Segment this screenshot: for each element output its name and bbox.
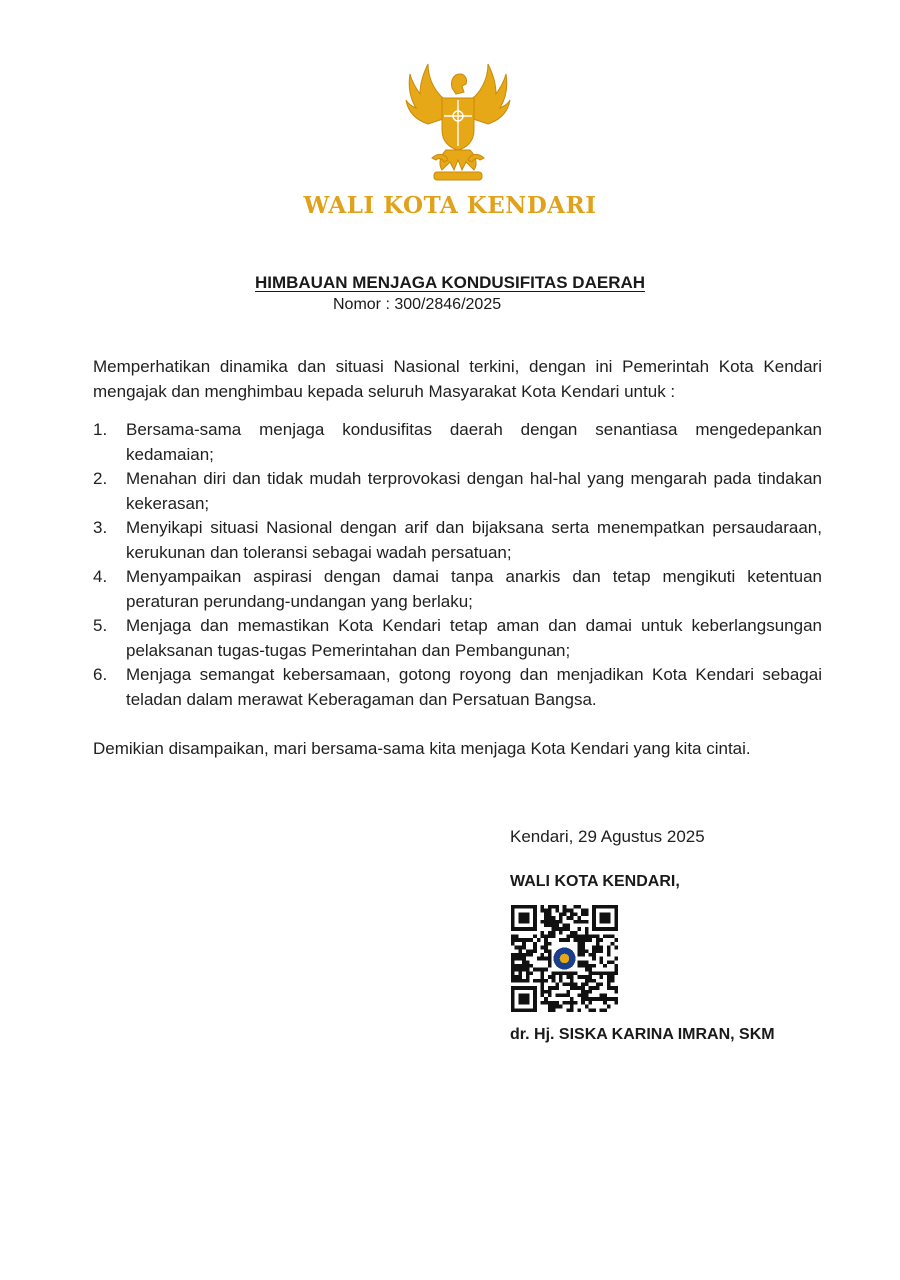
list-item-number: 3. (93, 518, 108, 537)
list-item-text: Bersama-sama menjaga kondusifitas daerah dengan senantiasa mengedepankan kedamaian; (126, 420, 822, 464)
list-item-number: 4. (93, 567, 108, 586)
list-item-number: 6. (93, 665, 108, 684)
closing-paragraph: Demikian disampaikan, mari bersama-sama kita menjaga Kota Kendari yang kita cintai. (93, 739, 751, 758)
document-number: Nomor : 300/2846/2025 (333, 296, 502, 313)
list-item (93, 467, 822, 516)
document-title-text: HIMBAUAN MENJAGA KONDUSIFITAS DAERAH (254, 273, 646, 292)
signer-title: WALI KOTA KENDARI, (510, 873, 680, 890)
signer-name: dr. Hj. SISKA KARINA IMRAN, SKM (510, 1026, 775, 1043)
document-title (0, 273, 900, 293)
list-item-number: 5. (93, 616, 108, 635)
list-item-number: 2. (93, 469, 108, 488)
garuda-emblem-icon (398, 58, 518, 184)
list-item (93, 516, 822, 565)
list-item-number: 1. (93, 420, 108, 439)
intro-paragraph: Memperhatikan dinamika dan situasi Nasional terkini, dengan ini Pemerintah Kota Kendari mengajak dan menghimbau kepada seluruh Masyarakat Kota Kendari untuk : (93, 357, 822, 401)
list-item-text: Menyikapi situasi Nasional dengan arif dan bijaksana serta menempatkan persaudaraan, kerukunan dan toleransi sebagai wadah persatuan; (126, 518, 822, 562)
list-item (93, 614, 822, 663)
list-item (93, 418, 822, 467)
list-item-text: Menjaga semangat kebersamaan, gotong royong dan menjadikan Kota Kendari sebagai teladan dalam merawat Keberagaman dan Persatuan Bangsa. (126, 665, 822, 709)
place-date: Kendari, 29 Agustus 2025 (510, 827, 705, 846)
list-item (93, 663, 822, 712)
list-item (93, 565, 822, 614)
list-item-text: Menyampaikan aspirasi dengan damai tanpa anarkis dan tetap mengikuti ketentuan peraturan perundang-undangan yang berlaku; (126, 567, 822, 611)
list-item-text: Menjaga dan memastikan Kota Kendari tetap aman dan damai untuk keberlangsungan pelaksanan tugas-tugas Pemerintahan dan Pembangunan; (126, 616, 822, 660)
agency-name: WALI KOTA KENDARI (303, 192, 597, 219)
qr-code-icon (511, 905, 618, 1012)
appeal-list (93, 418, 822, 712)
list-item-text: Menahan diri dan tidak mudah terprovokasi dengan hal-hal yang mengarah pada tindakan kekerasan; (126, 469, 822, 513)
